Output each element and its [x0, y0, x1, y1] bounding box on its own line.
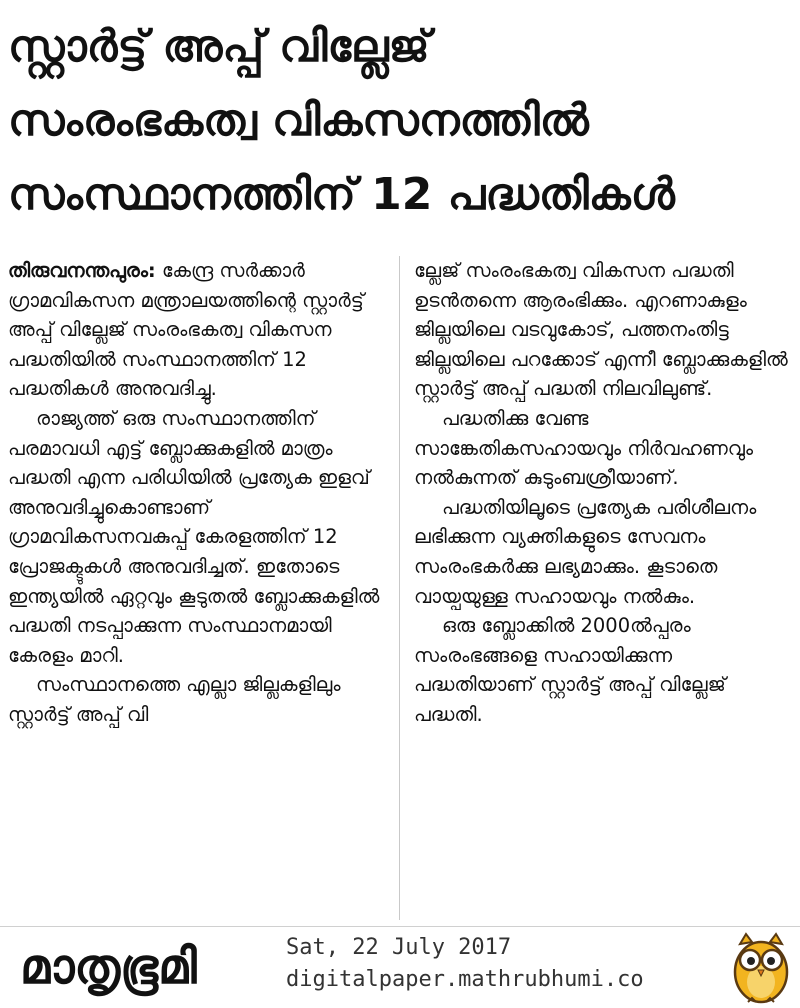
- headline-line-2: സംരംഭകത്വ വികസനത്തിൽ: [8, 95, 589, 146]
- publication-date: Sat, 22 July 2017: [286, 935, 512, 960]
- headline-line-3: സംസ്ഥാനത്തിന് 12 പദ്ധതികൾ: [8, 169, 675, 220]
- publication-info: [286, 932, 644, 996]
- paragraph: സംസ്ഥാനത്തെ എല്ലാ ജില്ലകളിലും സ്റ്റാർട്ട് അപ്പ് വി: [8, 673, 341, 726]
- headline: [8, 10, 792, 232]
- owl-icon: [728, 930, 794, 1006]
- publication-url[interactable]: digitalpaper.mathrubhumi.co: [286, 967, 644, 992]
- footer-divider: [0, 926, 800, 927]
- dateline: തിരുവനന്തപുരം:: [8, 259, 156, 282]
- paragraph: പദ്ധതിയിലൂടെ പ്രത്യേക പരിശീലനം ലഭിക്കുന്ന വ്യക്തികളുടെ സേവനം സംരംഭകർക്കു ലഭ്യമാക്കും. കൂടാതെ വായ്പയുള്ള സഹായവും നൽകും.: [414, 495, 757, 608]
- headline-line-1: സ്റ്റാർട്ട് അപ്പ് വില്ലേജ്: [8, 21, 430, 72]
- article-column-right: [400, 256, 792, 920]
- paragraph: ഒരു ബ്ലോക്കിൽ 2000ൽപ്പരം സംരംഭങ്ങളെ സഹായിക്കുന്ന പദ്ധതിയാണ് സ്റ്റാർട്ട് അപ്പ് വില്ലേജ് പദ്ധതി.: [414, 614, 726, 726]
- paragraph: രാജ്യത്ത് ഒരു സംസ്ഥാനത്തിന് പരമാവധി എട്ട് ബ്ലോക്കുകളിൽ മാത്രം പദ്ധതി എന്ന പരിധിയിൽ പ്രത്യേക ഇളവ് അനുവദിച്ചുകൊണ്ടാണ് ഗ്രാമവികസനവകുപ്പ് കേരളത്തിന് 12 പ്രോജക്ടുകൾ അനുവദിച്ചത്. ഇതോടെ ഇന്ത്യയിൽ ഏറ്റവും കൂടുതൽ ബ്ലോക്കുകളിൽ പദ്ധതി നടപ്പാക്കുന്ന സംസ്ഥാനമായി കേരളം മാറി.: [8, 406, 380, 667]
- publication-logo: മാതൃഭൂമി: [20, 939, 197, 995]
- paragraph: പദ്ധതിക്കു വേണ്ട സാങ്കേതികസഹായവും നിർവഹണവും നൽകുന്നത് കുടുംബശ്രീയാണ്.: [414, 406, 754, 490]
- article-body: [8, 256, 792, 920]
- paragraph: [8, 256, 385, 404]
- paragraph: ല്ലേജ് സംരംഭകത്വ വികസന പദ്ധതി ഉടൻതന്നെ ആരംഭിക്കും. എറണാകുളം ജില്ലയിലെ വടവുകോട്, പത്തനംതിട്ട ജില്ലയിലെ പറക്കോട് എന്നീ ബ്ലോക്കുകളിൽ സ്റ്റാർട്ട് അപ്പ് പദ്ധതി നിലവിലുണ്ട്.: [414, 259, 788, 401]
- article-column-left: [8, 256, 400, 920]
- paragraph-text: കേന്ദ്ര സർക്കാർ ഗ്രാമവികസന മന്ത്രാലയത്തിന്റെ സ്റ്റാർട്ട് അപ്പ് വില്ലേജ് സംരംഭകത്വ വികസന പദ്ധതിയിൽ സംസ്ഥാനത്തിന് 12 പദ്ധതികൾ അനുവദിച്ചു.: [8, 259, 364, 401]
